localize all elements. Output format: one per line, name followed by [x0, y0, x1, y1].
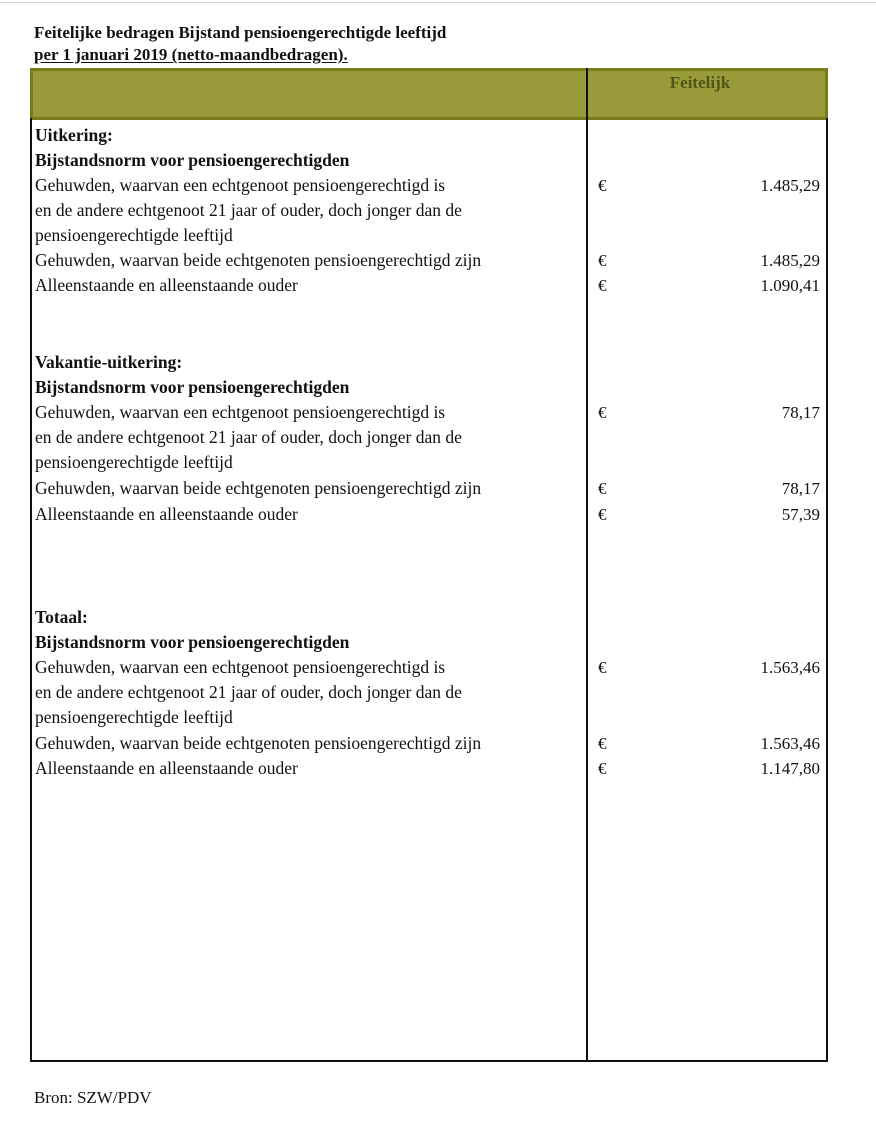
row-description: Gehuwden, waarvan een echtgenoot pensioengerechtigd is	[35, 657, 446, 677]
table-row	[30, 655, 828, 680]
euro-sign: €	[598, 658, 607, 677]
row-description: Gehuwden, waarvan beide echtgenoten pensioengerechtigd zijn	[35, 733, 482, 753]
table-row	[30, 400, 828, 425]
row-amount: 1.563,46	[760, 658, 820, 677]
euro-sign: €	[598, 479, 607, 498]
row-amount: 57,39	[781, 505, 820, 524]
table-row	[30, 756, 828, 781]
section-heading: Uitkering:	[35, 125, 113, 145]
section-heading: Vakantie-uitkering:	[35, 352, 183, 372]
table-row-continuation	[30, 680, 828, 705]
row-amount: 1.090,41	[760, 276, 820, 295]
row-amount: 1.147,80	[760, 759, 820, 778]
table-row-continuation	[30, 705, 828, 730]
row-description: en de andere echtgenoot 21 jaar of ouder, doch jonger dan de	[35, 427, 462, 447]
document-title	[34, 22, 634, 66]
section-heading-row	[30, 605, 828, 630]
row-amount: 78,17	[781, 479, 820, 498]
row-description: Gehuwden, waarvan beide echtgenoten pensioengerechtigd zijn	[35, 250, 482, 270]
header-feitelijk: Feitelijk	[669, 73, 731, 92]
row-description: Alleenstaande en alleenstaande ouder	[35, 504, 298, 524]
section-heading-row	[30, 350, 828, 375]
title-line-1: Feitelijke bedragen Bijstand pensioengerechtigde leeftijd	[34, 23, 447, 42]
table-row	[30, 248, 828, 273]
table-row	[30, 502, 828, 527]
section-subheading: Bijstandsnorm voor pensioengerechtigden	[35, 632, 350, 652]
table-row-continuation	[30, 198, 828, 223]
row-amount: 1.485,29	[760, 251, 820, 270]
euro-sign: €	[598, 176, 607, 195]
table-row	[30, 173, 828, 198]
row-description: pensioengerechtigde leeftijd	[35, 707, 233, 727]
table-bottom-border	[30, 1060, 828, 1062]
euro-sign: €	[598, 759, 607, 778]
row-description: Gehuwden, waarvan een echtgenoot pensioengerechtigd is	[35, 402, 446, 422]
row-description: Gehuwden, waarvan beide echtgenoten pensioengerechtigd zijn	[35, 478, 482, 498]
table-row	[30, 731, 828, 756]
table-row-continuation	[30, 450, 828, 475]
amounts-table	[30, 68, 828, 1062]
table-row	[30, 273, 828, 298]
row-amount: 1.563,46	[760, 734, 820, 753]
euro-sign: €	[598, 251, 607, 270]
row-amount: 78,17	[781, 403, 820, 422]
euro-sign: €	[598, 276, 607, 295]
section-subheading-row	[30, 630, 828, 655]
euro-sign: €	[598, 403, 607, 422]
euro-sign: €	[598, 734, 607, 753]
row-description: Alleenstaande en alleenstaande ouder	[35, 758, 298, 778]
row-description: en de andere echtgenoot 21 jaar of ouder, doch jonger dan de	[35, 200, 462, 220]
section-subheading: Bijstandsnorm voor pensioengerechtigden	[35, 377, 350, 397]
source-note: Bron: SZW/PDV	[34, 1088, 152, 1107]
table-row-continuation	[30, 223, 828, 248]
top-rule	[0, 2, 876, 3]
row-amount: 1.485,29	[760, 176, 820, 195]
section-subheading: Bijstandsnorm voor pensioengerechtigden	[35, 150, 350, 170]
row-description: pensioengerechtigde leeftijd	[35, 225, 233, 245]
section-subheading-row	[30, 375, 828, 400]
section-heading: Totaal:	[35, 607, 88, 627]
table-row	[30, 476, 828, 501]
section-subheading-row	[30, 148, 828, 173]
title-line-2: per 1 januari 2019 (netto-maandbedragen).	[34, 45, 348, 64]
euro-sign: €	[598, 505, 607, 524]
row-description: pensioengerechtigde leeftijd	[35, 452, 233, 472]
row-description: Alleenstaande en alleenstaande ouder	[35, 275, 298, 295]
row-description: Gehuwden, waarvan een echtgenoot pensioengerechtigd is	[35, 175, 446, 195]
section-heading-row	[30, 123, 828, 148]
table-row-continuation	[30, 425, 828, 450]
row-description: en de andere echtgenoot 21 jaar of ouder, doch jonger dan de	[35, 682, 462, 702]
